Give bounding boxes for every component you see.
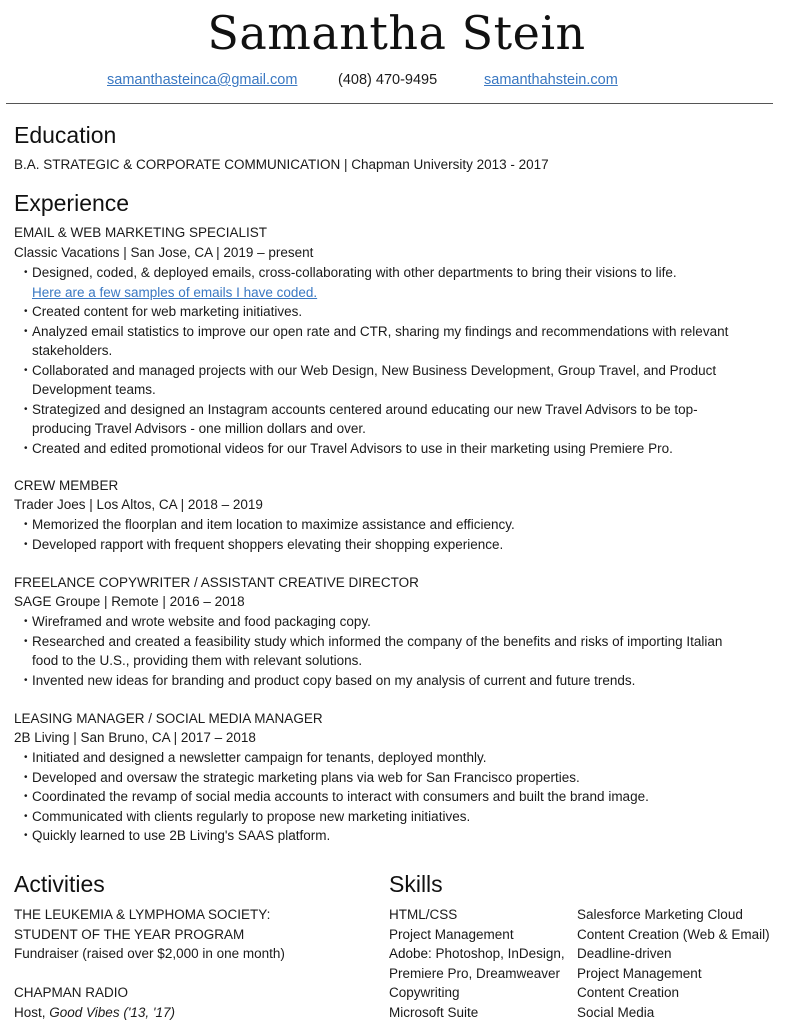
skill-item: Premiere Pro, Dreamweaver — [389, 965, 561, 981]
experience-heading: Experience — [14, 190, 130, 216]
job-bullets — [24, 612, 744, 690]
skills-heading: Skills — [389, 871, 443, 897]
activity-line: CHAPMAN RADIO — [14, 985, 129, 1000]
job-meta: Classic Vacations | San Jose, CA | 2019 – present — [14, 245, 314, 260]
skill-item: Content Creation (Web & Email) — [577, 926, 770, 942]
job-bullets — [24, 748, 744, 846]
activities-list — [14, 905, 285, 1022]
email-link[interactable]: samanthasteinca@gmail.com — [107, 72, 298, 88]
header-divider — [6, 103, 773, 104]
skill-item: Microsoft Suite — [389, 1004, 479, 1020]
show-name: Good Vibes ('13, '17) — [49, 1004, 175, 1020]
activity-line: STUDENT OF THE YEAR PROGRAM — [14, 926, 245, 942]
resume-name: Samantha Stein — [207, 6, 586, 60]
activity-line: Fundraiser (raised over $2,000 in one month) — [14, 946, 285, 961]
bullet-item: • Communicated with clients regularly to propose new marketing initiatives. — [24, 807, 744, 827]
bullet-item: • Developed rapport with frequent shoppers elevating their shopping experience. — [24, 535, 744, 555]
bullet-item: • Coordinated the revamp of social media accounts to interact with consumers and built the brand image. — [24, 787, 744, 807]
education-degree: B.A. STRATEGIC & CORPORATE COMMUNICATION | Chapman University 2013 - 2017 — [14, 157, 549, 172]
education-heading: Education — [14, 122, 117, 148]
bullet-item: • Initiated and designed a newsletter campaign for tenants, deployed monthly. — [24, 748, 744, 768]
bullet-item: • Collaborated and managed projects with our Web Design, New Business Development, Group Travel, and Product Development teams. — [24, 361, 744, 400]
bullet-item: • Wireframed and wrote website and food packaging copy. — [24, 612, 744, 632]
skill-item: Project Management — [389, 926, 514, 942]
job-title: LEASING MANAGER / SOCIAL MEDIA MANAGER — [14, 711, 323, 726]
bullet-item: • Strategized and designed an Instagram accounts centered around educating our new Travel Advisors to be top-producing Travel Advisors - one million dollars and over. — [24, 400, 744, 439]
skills-column-2 — [577, 905, 770, 1022]
skill-item: Copywriting — [389, 985, 460, 1000]
skill-item: Adobe: Photoshop, InDesign, — [389, 946, 565, 961]
job-title: CREW MEMBER — [14, 478, 119, 493]
bullet-item: • Analyzed email statistics to improve our open rate and CTR, sharing my findings and recommendations with relevant stakeholders. — [24, 322, 744, 361]
job-bullets — [24, 515, 744, 554]
skill-item: Social Media — [577, 1004, 655, 1020]
activity-line: THE LEUKEMIA & LYMPHOMA SOCIETY: — [14, 907, 271, 922]
activity-line: Host, Good Vibes ('13, '17) — [14, 1004, 175, 1020]
bullet-item: • Created and edited promotional videos for our Travel Advisors to use in their marketing using Premiere Pro. — [24, 439, 744, 459]
bullet-item: • Developed and oversaw the strategic marketing plans via web for San Francisco properties. — [24, 768, 744, 788]
bullet-item: • Researched and created a feasibility study which informed the company of the benefits and risks of importing Italian food to the U.S., providing them with relevant solutions. — [24, 632, 744, 671]
email-samples-link[interactable]: Here are a few samples of emails I have coded. — [32, 284, 318, 300]
bullet-item: • Quickly learned to use 2B Living's SAAS platform. — [24, 826, 744, 846]
phone-number: (408) 470-9495 — [338, 72, 438, 88]
skill-item: Deadline-driven — [577, 946, 672, 961]
job-bullets — [24, 263, 744, 458]
activities-heading: Activities — [14, 871, 105, 897]
job-meta: SAGE Groupe | Remote | 2016 – 2018 — [14, 594, 245, 609]
bullet-item: • Created content for web marketing initiatives. — [24, 302, 744, 322]
bullet-item: • Memorized the floorplan and item location to maximize assistance and efficiency. — [24, 515, 744, 535]
bullet-item: • Designed, coded, & deployed emails, cross-collaborating with other departments to bring their visions to life. Here are a few samples of emails I have coded. — [24, 263, 744, 302]
skill-item: HTML/CSS — [389, 907, 458, 922]
job-meta: 2B Living | San Bruno, CA | 2017 – 2018 — [14, 730, 256, 745]
job-meta: Trader Joes | Los Altos, CA | 2018 – 2019 — [14, 497, 263, 512]
website-link[interactable]: samanthahstein.com — [484, 72, 618, 88]
skill-item: Content Creation — [577, 985, 680, 1000]
bullet-item: • Invented new ideas for branding and product copy based on my analysis of current and future trends. — [24, 671, 744, 691]
skills-column-1 — [389, 905, 565, 1022]
job-title: FREELANCE COPYWRITER / ASSISTANT CREATIVE DIRECTOR — [14, 575, 419, 590]
skill-item: Salesforce Marketing Cloud — [577, 907, 743, 922]
skill-item: Project Management — [577, 965, 702, 981]
job-title: EMAIL & WEB MARKETING SPECIALIST — [14, 225, 268, 240]
